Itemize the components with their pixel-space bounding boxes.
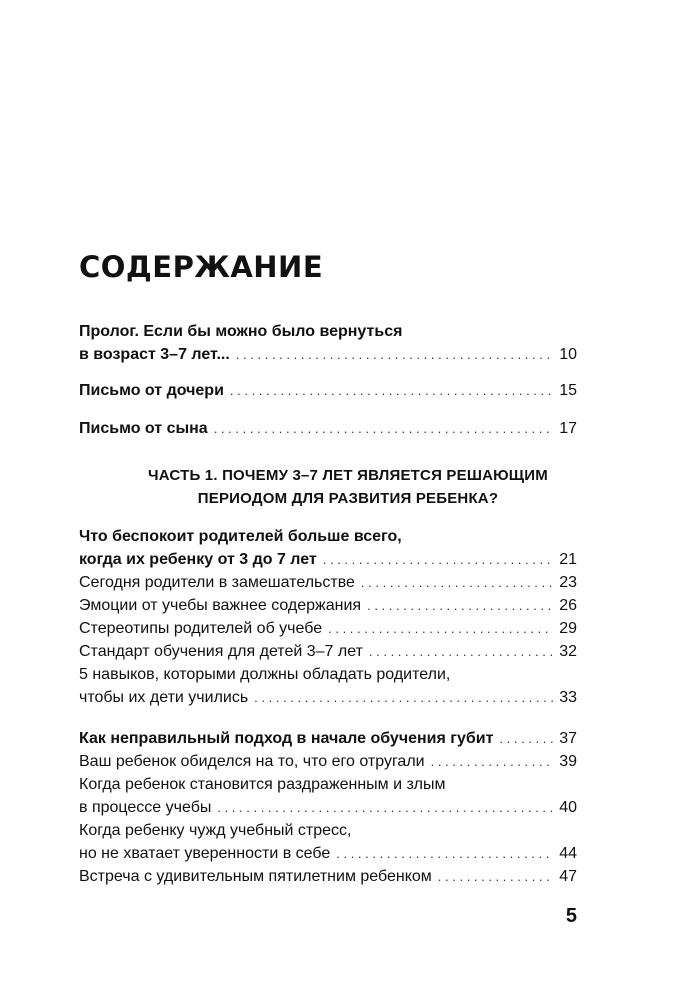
toc-section-heading [79, 525, 577, 571]
toc-section-1 [79, 525, 577, 709]
dot-leader [367, 594, 553, 617]
toc-entry [79, 571, 577, 594]
dot-leader [369, 640, 553, 663]
dot-leader [214, 417, 554, 440]
toc-page-number: 21 [559, 551, 577, 568]
toc-entry [79, 750, 577, 773]
toc-entry [79, 594, 577, 617]
part-heading-line: ПЕРИОДОМ ДЛЯ РАЗВИТИЯ РЕБЕНКА? [197, 490, 499, 507]
toc-entry-text: Письмо от дочери [79, 382, 224, 399]
toc-entry-text: Письмо от сына [79, 420, 208, 437]
dot-leader [499, 727, 553, 750]
toc-entry [79, 773, 577, 819]
toc-page-number: 40 [559, 799, 577, 816]
toc-entry-text: Что беспокоит родителей больше всего, [79, 528, 402, 545]
toc-entry-text: Встреча с удивительным пятилетним ребенком [79, 868, 432, 885]
toc-section-2 [79, 727, 577, 888]
toc-entry-text: Пролог. Если бы можно было вернуться [79, 323, 403, 340]
toc-entry-text: Как неправильный подход в начале обучения губит [79, 730, 494, 747]
toc-entry [79, 663, 577, 709]
dot-leader [438, 865, 553, 888]
dot-leader [336, 842, 553, 865]
toc-page-number: 17 [559, 420, 577, 437]
toc-page-number: 26 [559, 597, 577, 614]
toc-section-heading [79, 727, 577, 750]
toc-entry [79, 640, 577, 663]
toc-page-number: 23 [559, 574, 577, 591]
dot-leader [230, 379, 553, 402]
toc-page-number: 33 [559, 689, 577, 706]
toc-entry [79, 617, 577, 640]
toc-entry-daughter-letter [79, 379, 577, 402]
toc-page-number: 37 [559, 730, 577, 747]
toc-entry-text: Эмоции от учебы важнее содержания [79, 597, 362, 614]
toc-entry [79, 865, 577, 888]
toc-entry-text: Когда ребенок становится раздраженным и злым [79, 776, 446, 793]
toc-entry-text: в процессе учебы [79, 799, 212, 816]
toc-entry [79, 819, 577, 865]
page-number: 5 [565, 905, 577, 927]
dot-leader [236, 343, 553, 366]
dot-leader [328, 617, 553, 640]
toc-entry-text: Сегодня родители в замешательстве [79, 574, 355, 591]
toc-entry-text: 5 навыков, которыми должны обладать родители, [79, 666, 451, 683]
toc-entry-text: в возраст 3–7 лет... [79, 346, 230, 363]
toc-entry-prologue [79, 320, 577, 366]
dot-leader [323, 548, 553, 571]
toc-entry-text: Стандарт обучения для детей 3–7 лет [79, 643, 363, 660]
toc-entry-text: чтобы их дети учились [79, 689, 249, 706]
toc-page-number: 32 [559, 643, 577, 660]
page-title: СОДЕРЖАНИЕ [79, 250, 324, 284]
toc-entry-text: когда их ребенку от 3 до 7 лет [79, 551, 317, 568]
toc-page-number: 39 [559, 753, 577, 770]
toc-entry-text: Стереотипы родителей об учебе [79, 620, 323, 637]
toc-page-number: 15 [559, 382, 577, 399]
toc-page-number: 10 [559, 346, 577, 363]
toc-entry-text: но не хватает уверенности в себе [79, 845, 331, 862]
dot-leader [431, 750, 554, 773]
dot-leader [254, 686, 553, 709]
toc-page-number: 44 [559, 845, 577, 862]
toc-page-number: 47 [559, 868, 577, 885]
part-heading-line: ЧАСТЬ 1. ПОЧЕМУ 3–7 ЛЕТ ЯВЛЯЕТСЯ РЕШАЮЩИМ [148, 467, 548, 484]
toc-entry-text: Ваш ребенок обиделся на то, что его отругали [79, 753, 425, 770]
toc-entry-son-letter [79, 417, 577, 440]
part-heading [79, 464, 617, 510]
dot-leader [217, 796, 553, 819]
toc-entry-text: Когда ребенку чужд учебный стресс, [79, 822, 352, 839]
dot-leader [361, 571, 553, 594]
toc-page-number: 29 [559, 620, 577, 637]
